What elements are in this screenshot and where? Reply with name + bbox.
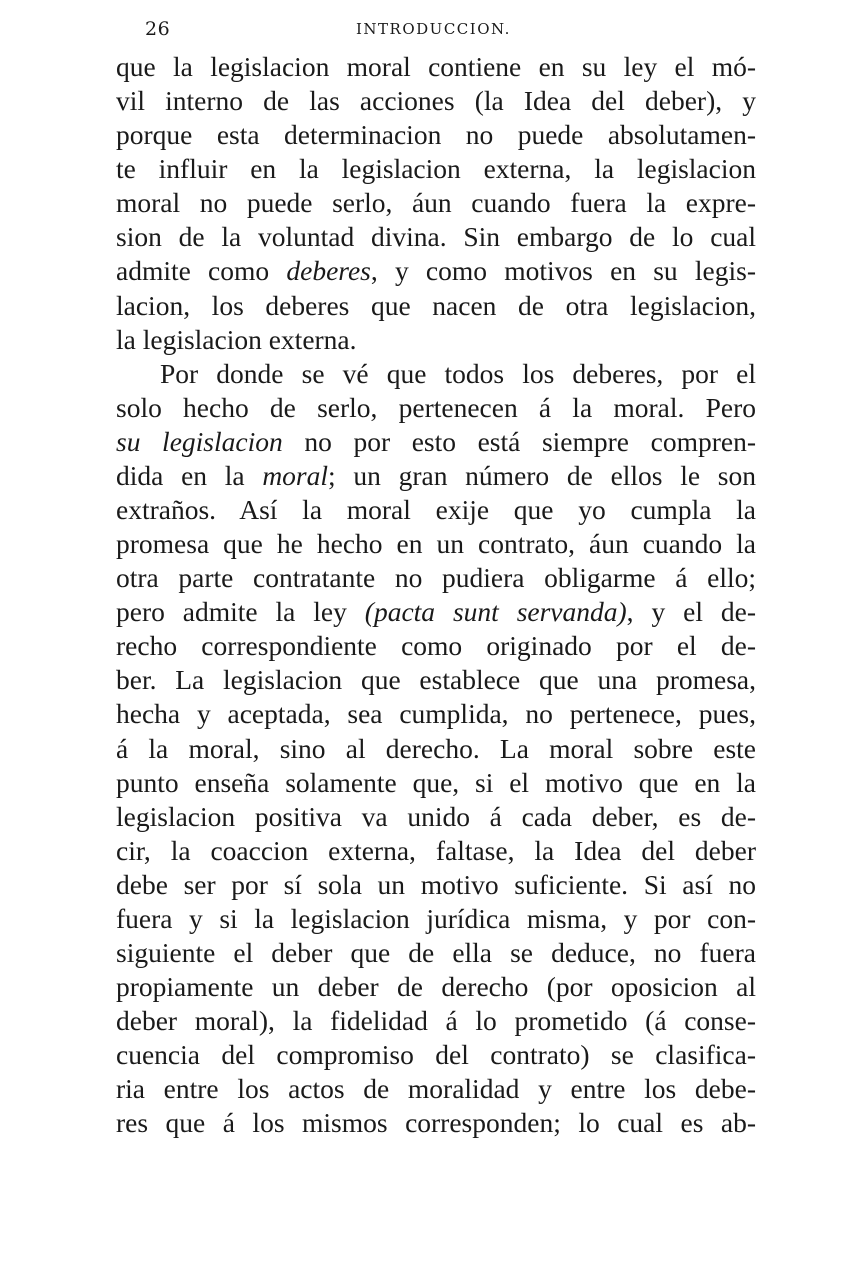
text-line: ber. La legislacion que establece que una promesa,	[116, 664, 756, 696]
text-line: te influir en la legislacion externa, la legislacion	[116, 153, 756, 185]
paragraph-start-line: Por donde se vé que todos los deberes, por el	[160, 357, 756, 389]
text-line: vil interno de las acciones (la Idea del deber), y	[116, 85, 756, 117]
text-line: otra parte contratante no pudiera obligarme á ello;	[116, 562, 756, 594]
text-line: res que á los mismos corresponden; lo cual es ab-	[116, 1107, 756, 1139]
text-line: que la legislacion moral contiene en su ley el mó-	[116, 51, 756, 82]
text-line: sion de la voluntad divina. Sin embargo de lo cual	[116, 221, 756, 253]
page-number: 26	[145, 18, 171, 40]
text-line: promesa que he hecho en un contrato, áun cuando la	[116, 528, 756, 560]
text-line: extraños. Así la moral exije que yo cumpla la	[116, 494, 756, 526]
text-line: siguiente el deber que de ella se deduce, no fuera	[116, 937, 756, 969]
text-line: lacion, los deberes que nacen de otra legislacion,	[116, 289, 756, 321]
text-line: hecha y aceptada, sea cumplida, no pertenece, pues,	[116, 698, 756, 730]
paragraph-end-line: la legislacion externa.	[116, 323, 357, 355]
body-text	[116, 50, 756, 1141]
text-line: admite como deberes, y como motivos en su legis-	[116, 255, 756, 287]
text-line: cir, la coaccion externa, faltase, la Idea del deber	[116, 834, 756, 866]
italic-emphasis: su legislacion	[116, 425, 283, 457]
text-line: ria entre los actos de moralidad y entre los debe-	[116, 1073, 756, 1105]
text-line: legislacion positiva va unido á cada deber, es de-	[116, 800, 756, 832]
text-line: punto enseña solamente que, si el motivo que en la	[116, 766, 756, 798]
italic-emphasis: deberes	[286, 255, 371, 287]
text-line: dida en la moral; un gran número de ellos le son	[116, 459, 756, 491]
text-line: cuencia del compromiso del contrato) se clasifica-	[116, 1039, 756, 1071]
text-line: solo hecho de serlo, pertenecen á la moral. Pero	[116, 391, 756, 423]
italic-emphasis: (pacta sunt servanda)	[364, 596, 627, 628]
text-line: á la moral, sino al derecho. La moral sobre este	[116, 732, 756, 764]
text-line: deber moral), la fidelidad á lo prometido (á conse-	[116, 1005, 756, 1037]
text-line: propiamente un deber de derecho (por oposicion al	[116, 971, 756, 1003]
text-line: recho correspondiente como originado por el de-	[116, 630, 756, 662]
page-header	[116, 14, 756, 44]
text-line: porque esta determinacion no puede absolutamen-	[116, 119, 756, 151]
text-line: su legislacion no por esto está siempre compren-	[116, 425, 756, 457]
text-line: moral no puede serlo, áun cuando fuera la expre-	[116, 187, 756, 219]
italic-emphasis: moral	[262, 459, 329, 491]
running-head: INTRODUCCION.	[356, 20, 511, 38]
text-line: fuera y si la legislacion jurídica misma, y por con-	[116, 902, 756, 934]
text-line: pero admite la ley (pacta sunt servanda), y el de-	[116, 596, 756, 628]
text-line: debe ser por sí sola un motivo suficiente. Si así no	[116, 868, 756, 900]
